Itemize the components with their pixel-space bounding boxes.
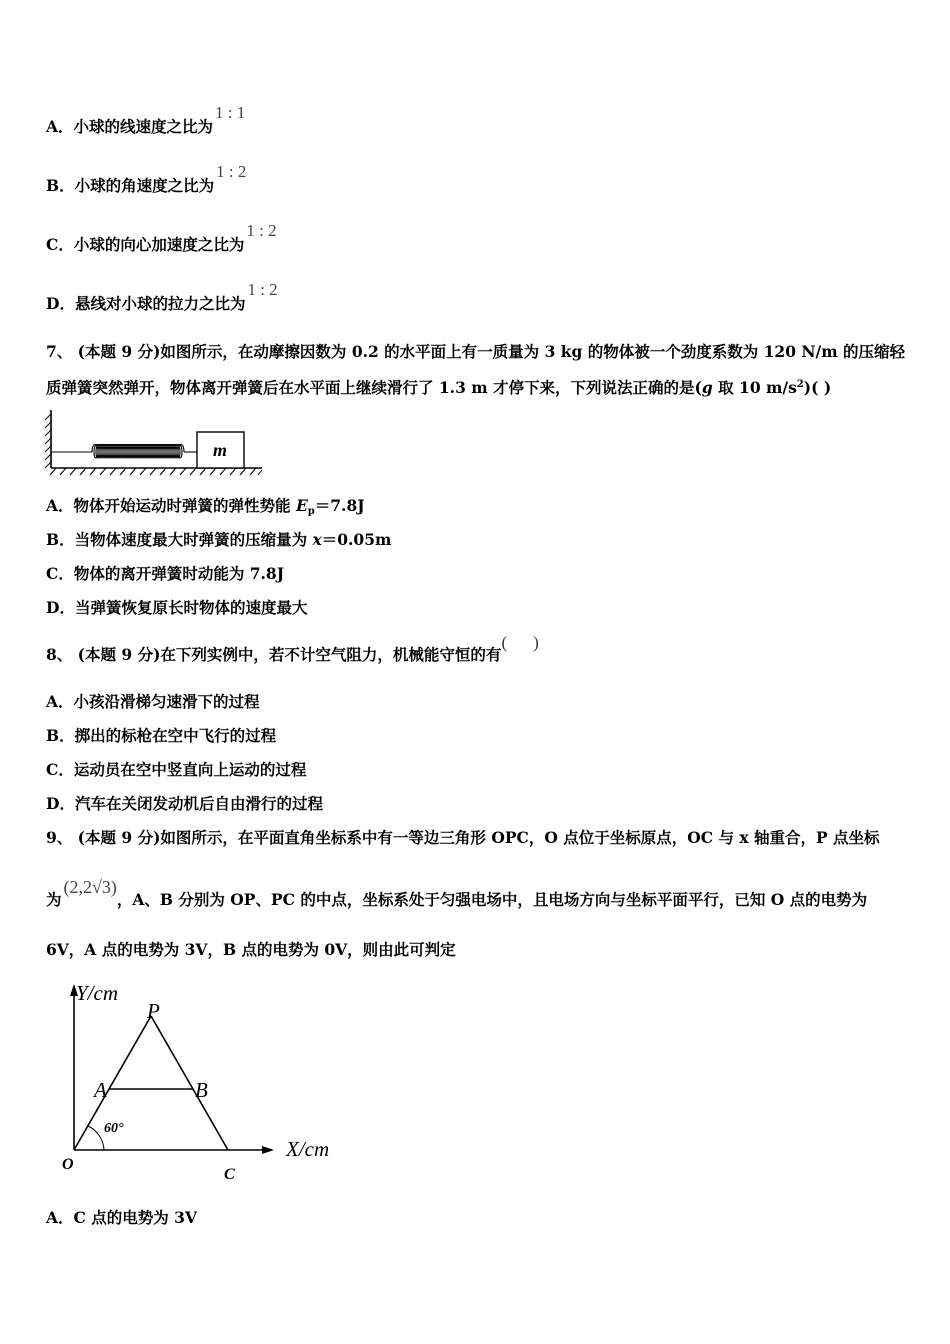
- q6-option-d-ratio: 1 : 2: [247, 280, 278, 299]
- angle-label: 60°: [104, 1121, 124, 1136]
- answer-blank: (): [501, 633, 565, 652]
- angle-arc: [88, 1126, 104, 1150]
- q8-option-b: B．掷出的标枪在空中飞行的过程: [46, 726, 277, 745]
- point-o-label: O: [62, 1156, 74, 1173]
- point-a-label: A: [94, 1078, 107, 1102]
- block-label: m: [212, 440, 228, 460]
- q9-stem-line2: 为(2,2√3)，A、B 分别为 OP、PC 的中点，坐标系处于匀强电场中，且电场方向与坐标平面平行，已知 O 点的电势为: [46, 877, 868, 909]
- q6-option-a: A．小球的线速度之比为1 : 1: [46, 103, 246, 136]
- q6-option-c: C．小球的向心加速度之比为1 : 2: [46, 221, 277, 254]
- q8-option-c: C．运动员在空中竖直向上运动的过程: [46, 760, 307, 779]
- q6-option-b: B．小球的角速度之比为1 : 2: [46, 162, 247, 195]
- side-pc: [151, 1016, 228, 1150]
- q6-option-a-ratio: 1 : 1: [215, 103, 246, 122]
- y-axis-label: Y/cm: [76, 981, 118, 1005]
- x-axis-arrow-icon: [262, 1146, 274, 1154]
- q9-stem-line1: 9、 (本题 9 分)如图所示，在平面直角坐标系中有一等边三角形 OPC，O 点位于坐标原点，OC 与 x 轴重合，P 点坐标: [46, 828, 880, 847]
- point-p-label: P: [147, 999, 160, 1023]
- q7-stem-line1: 7、 (本题 9 分)如图所示，在动摩擦因数为 0.2 的水平面上有一质量为 3 kg 的物体被一个劲度系数为 120 N/m 的压缩轻: [46, 342, 906, 361]
- triangle-coordinate-figure: [58, 980, 358, 1190]
- q6-option-b-ratio: 1 : 2: [216, 162, 247, 181]
- point-b-label: B: [195, 1078, 208, 1102]
- q9-option-a: A．C 点的电势为 3V: [46, 1208, 197, 1227]
- q7-option-d: D．当弹簧恢复原长时物体的速度最大: [46, 598, 308, 617]
- q8-option-a: A．小孩沿滑梯匀速滑下的过程: [46, 692, 260, 711]
- q7-stem-line2: 质弹簧突然弹开，物体离开弹簧后在水平面上继续滑行了 1.3 m 才停下来，下列说法正确的是(g 取 10 $m/s^2$)( ): [46, 378, 832, 397]
- spring: [51, 445, 197, 459]
- q6-option-d: D．悬线对小球的拉力之比为1 : 2: [46, 280, 278, 313]
- q6-option-c-ratio: 1 : 2: [246, 221, 277, 240]
- q8-option-d: D．汽车在关闭发动机后自由滑行的过程: [46, 794, 323, 813]
- q7-option-b: B．当物体速度最大时弹簧的压缩量为 x＝0.05m: [46, 530, 392, 549]
- x-axis-label: X/cm: [286, 1137, 330, 1161]
- q7-option-c: C．物体的离开弹簧时动能为 7.8J: [46, 564, 285, 583]
- q8-stem: 8、 (本题 9 分)在下列实例中，若不计空气阻力，机械能守恒的有(): [46, 633, 565, 664]
- q7-option-a: A．物体开始运动时弹簧的弹性势能 $E_p=7.8J$: [46, 496, 365, 517]
- p-coordinate: (2,2√3): [63, 877, 117, 897]
- q9-stem-line3: 6V，A 点的电势为 3V，B 点的电势为 0V，则由此可判定: [46, 940, 456, 959]
- spring-block-figure: [44, 408, 266, 478]
- point-c-label: C: [224, 1166, 235, 1183]
